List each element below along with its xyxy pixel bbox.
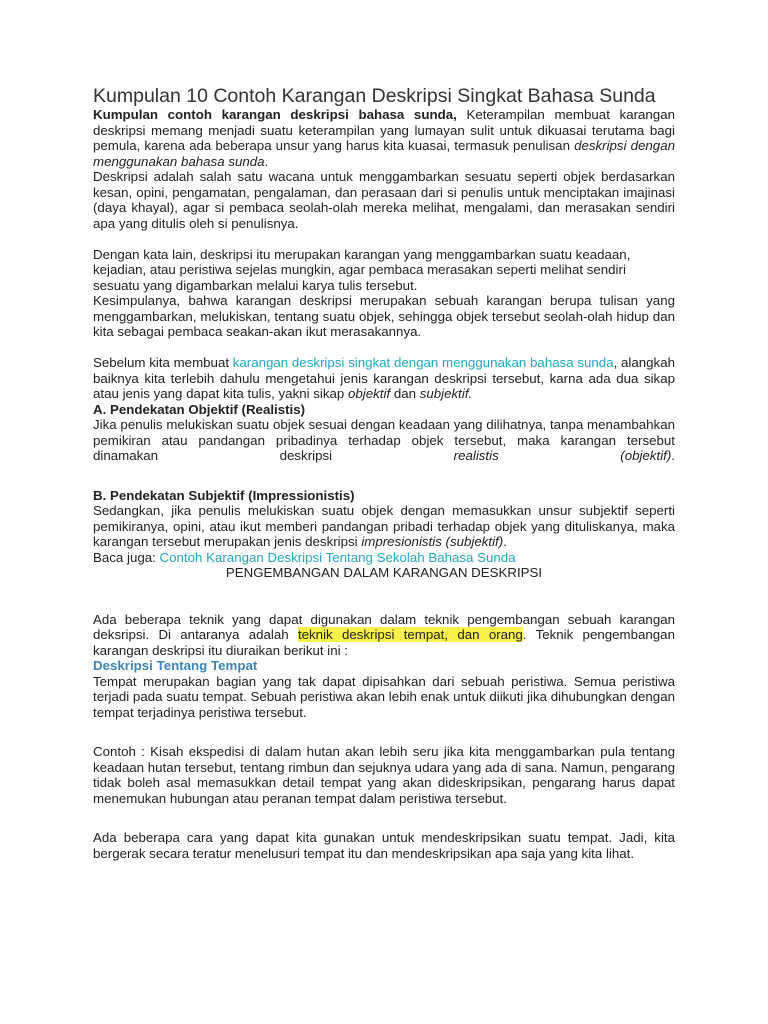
conclusion-paragraph: Kesimpulanya, bahwa karangan deskripsi merupakan sebuah karangan berupa tulisan yang menggambarkan, melukiskan, tentang suatu objek, sehingga objek tersebut seolah-olah hidup dan kita sebagai pembaca seakan-akan ikut merasakannya. bbox=[93, 293, 675, 339]
before-paragraph bbox=[93, 355, 675, 402]
place-paragraph: Tempat merupakan bagian yang tak dapat dipisahkan dari sebuah peristiwa. Semua peristiwa terjadi pada suatu tempat. Sebuah peristiwa akan lebih enak untuk diikuti jika dihubungkan dengan tempat terjadinya peristiwa tersebut. bbox=[93, 673, 675, 720]
section-b-heading-text: B. Pendekatan Subjektif (Impressionistis) bbox=[93, 487, 355, 503]
highlighted-text: teknik deskripsi tempat, dan orang bbox=[297, 627, 523, 642]
read-also bbox=[93, 550, 675, 566]
spacer bbox=[93, 231, 675, 247]
example-paragraph: Contoh : Kisah ekspedisi di dalam hutan akan lebih seru jika kita menggambarkan pula tentang keadaan hutan tersebut, tentang rimbun dan sejuknya udara yang ada di sana. Namun, pengarang tidak boleh asal memasukkan detail tempat yang akan dideskripsikan, pengarang harus dapat menemukan hubungan atau peranan tempat dalam peristiwa tersebut. bbox=[93, 744, 675, 806]
read-also-link[interactable]: Contoh Karangan Deskripsi Tentang Sekolah Bahasa Sunda bbox=[159, 549, 516, 565]
section-a-paragraph bbox=[93, 417, 675, 464]
techniques-paragraph bbox=[93, 612, 675, 659]
document-page bbox=[93, 86, 675, 861]
spacer bbox=[93, 806, 675, 830]
spacer bbox=[93, 464, 675, 488]
section-a-italic: realistis (objektif) bbox=[453, 448, 672, 463]
section-a-heading-text: A. Pendekatan Objektif (Realistis) bbox=[93, 401, 306, 417]
section-a-end: . bbox=[671, 448, 675, 463]
section-b-paragraph bbox=[93, 503, 675, 550]
section-a-text: Jika penulis melukiskan suatu objek sesuai dengan keadaan yang dilihatnya, tanpa menambahkan pemikiran atau pandangan pribadinya terhadap objek tersebut, maka karangan tersebut dinamakan deskripsi bbox=[93, 417, 675, 463]
center-heading: PENGEMBANGAN DALAM KARANGAN DESKRIPSI bbox=[225, 565, 543, 580]
before-and: dan bbox=[390, 386, 420, 401]
spacer bbox=[93, 720, 675, 744]
read-also-label: Baca juga: bbox=[93, 549, 160, 565]
spacer bbox=[93, 340, 675, 356]
subheading-place: Deskripsi Tentang Tempat bbox=[93, 658, 258, 673]
deskripsi-sunda-link[interactable]: karangan deskripsi singkat dengan menggunakan bahasa sunda bbox=[232, 355, 614, 370]
before-start: Sebelum kita membuat bbox=[93, 355, 233, 370]
before-italic-objektif: objektif bbox=[348, 386, 391, 401]
before-middle: , alangkah baiknya kita terlebih dahulu mengetahui jenis karangan deskripsi tersebut, karna ada dua sikap atau jenis yang dapat kita tulis, yakni sikap bbox=[93, 355, 675, 401]
techniques-end: . Teknik pengembangan karangan deskripsi itu diuraikan berikut ini : bbox=[93, 627, 675, 658]
spacer bbox=[93, 581, 675, 612]
page-title: Kumpulan 10 Contoh Karangan Deskripsi Singkat Bahasa Sunda bbox=[93, 85, 656, 107]
techniques-start: Ada beberapa teknik yang dapat digunakan dalam teknik pengembangan sebuah karangan deksripsi. Di antaranya adalah bbox=[93, 611, 675, 642]
section-b-heading bbox=[93, 488, 675, 504]
other-words-paragraph: Dengan kata lain, deskripsi itu merupakan karangan yang menggambarkan suatu keadaan, kejadian, atau peristiwa sejelas mungkin, agar pembaca merasakan seperti melihat sendiri sesuatu yang digambarkan melalui karya tulis tersebut. bbox=[93, 246, 631, 293]
section-b-end: . bbox=[503, 534, 507, 549]
section-b-text: Sedangkan, jika penulis melukiskan suatu objek dengan memasukkan unsur subjektif seperti pemikiranya, opini, atau ikut memberi pandangan pribadi terhadap objek yang dituliskanya, maka karangan tersebut merupakan jenis deskripsi bbox=[93, 503, 675, 549]
intro-text: Keterampilan membuat karangan deskripsi memang menjadi suatu keterampilan yang lumayan sulit untuk dikuasai terutama bagi pemula, karena ada beberapa unsur yang harus kita kuasai, termasuk penulisan bbox=[93, 107, 675, 153]
intro-paragraph bbox=[93, 107, 675, 169]
intro-italic: deskripsi dengan menggunakan bahasa sunda bbox=[93, 138, 675, 169]
intro-bold-lead: Kumpulan contoh karangan deskripsi bahasa sunda, bbox=[93, 107, 457, 122]
intro-end: . bbox=[264, 153, 269, 169]
definition-paragraph: Deskripsi adalah salah satu wacana untuk menggambarkan sesuatu seperti objek berdasarkan kesan, opini, pengamatan, pengalaman, dan perasaan dari si penulis untuk menciptakan imajinasi (daya khayal), agar si pembaca seolah-olah mereka melihat, mengalami, dan merasakan sendiri apa yang ditulis oleh si penulisnya. bbox=[93, 169, 675, 231]
before-italic-subjektif: subjektif. bbox=[419, 386, 473, 401]
ways-paragraph: Ada beberapa cara yang dapat kita gunakan untuk mendeskripsikan suatu tempat. Jadi, kita bergerak secara teratur menelusuri tempat itu dan mendeskripsikan apa saja yang kita lihat. bbox=[93, 830, 675, 861]
section-b-italic: impresionistis (subjektif) bbox=[361, 534, 504, 549]
section-a-heading bbox=[93, 402, 675, 418]
